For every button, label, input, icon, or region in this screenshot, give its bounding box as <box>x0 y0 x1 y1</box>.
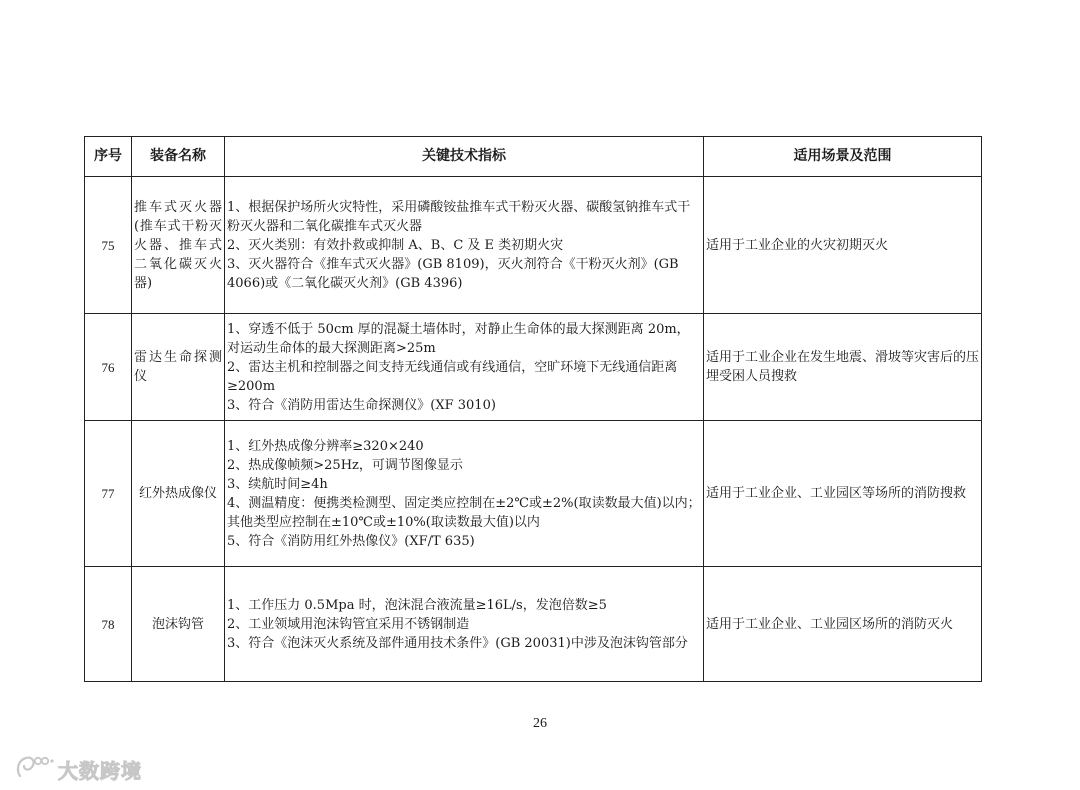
spec-item: 3、续航时间≥4h <box>227 476 328 492</box>
watermark <box>14 752 142 786</box>
spec-item: 5、符合《消防用红外热像仪》(XF/T 635) <box>227 533 475 549</box>
spec-item: 4、测温精度：便携类检测型、固定类应控制在±2℃或±2%(取读数最大值)以内；其他类型应控制在±10℃或±10%(取读数最大值)以内 <box>227 495 701 530</box>
row-scope: 适用于工业企业在发生地震、滑坡等灾害后的压埋受困人员搜救 <box>704 314 982 421</box>
spec-item: 1、工作压力 0.5Mpa 时，泡沫混合液流量≥16L/s，发泡倍数≥5 <box>227 597 607 613</box>
header-serial-number: 序号 <box>85 137 132 177</box>
spec-item: 1、根据保护场所火灾特性，采用磷酸铵盐推车式干粉灭火器、碳酸氢钠推车式干粉灭火器和二氧化碳推车式灭火器 <box>227 199 691 234</box>
table-row <box>85 567 982 682</box>
row-serial-number: 77 <box>85 421 132 567</box>
table-row <box>85 177 982 314</box>
row-serial-number: 75 <box>85 177 132 314</box>
spec-item: 1、穿透不低于 50cm 厚的混凝土墙体时，对静止生命体的最大探测距离 20m，对运动生命体的最大探测距离>25m <box>227 321 690 356</box>
spec-item: 3、灭火器符合《推车式灭火器》(GB 8109)，灭火剂符合《干粉灭火剂》(GB 4066)或《二氧化碳灭火剂》(GB 4396) <box>227 256 683 291</box>
row-serial-number: 76 <box>85 314 132 421</box>
row-scope: 适用于工业企业、工业园区场所的消防灭火 <box>704 567 982 682</box>
spec-item: 2、热成像帧频>25Hz，可调节图像显示 <box>227 457 463 473</box>
table-row <box>85 421 982 567</box>
header-equipment-name: 装备名称 <box>132 137 225 177</box>
header-scope: 适用场景及范围 <box>704 137 982 177</box>
equipment-spec-table <box>84 136 982 682</box>
table-header-row <box>85 137 982 177</box>
spec-item: 3、符合《泡沫灭火系统及部件通用技术条件》(GB 20031)中涉及泡沫钩管部分 <box>227 635 688 651</box>
spec-item: 2、雷达主机和控制器之间支持无线通信或有线通信，空旷环境下无线通信距离≥200m <box>227 359 678 394</box>
row-equipment-name: 推车式灭火器(推车式干粉灭火器、推车式二氧化碳灭火器) <box>132 177 225 314</box>
row-equipment-name: 红外热成像仪 <box>132 421 225 567</box>
row-key-specs <box>225 314 704 421</box>
row-scope: 适用于工业企业、工业园区等场所的消防搜救 <box>704 421 982 567</box>
row-key-specs <box>225 421 704 567</box>
spec-item: 2、工业领域用泡沫钩管宜采用不锈钢制造 <box>227 616 470 632</box>
row-scope: 适用于工业企业的火灾初期灭火 <box>704 177 982 314</box>
watermark-text: 大数跨境 <box>58 758 142 783</box>
table-row <box>85 314 982 421</box>
header-key-specs: 关键技术指标 <box>225 137 704 177</box>
spec-item: 1、红外热成像分辨率≥320×240 <box>227 438 424 454</box>
spec-item: 3、符合《消防用雷达生命探测仪》(XF 3010) <box>227 397 496 413</box>
row-equipment-name: 泡沫钩管 <box>132 567 225 682</box>
logo-mark-icon <box>14 752 54 786</box>
spec-item: 2、灭火类别：有效扑救或抑制 A、B、C 及 E 类初期火灾 <box>227 237 564 253</box>
row-key-specs <box>225 567 704 682</box>
row-serial-number: 78 <box>85 567 132 682</box>
page-number: 26 <box>533 716 547 731</box>
row-key-specs <box>225 177 704 314</box>
row-equipment-name: 雷达生命探测仪 <box>132 314 225 421</box>
